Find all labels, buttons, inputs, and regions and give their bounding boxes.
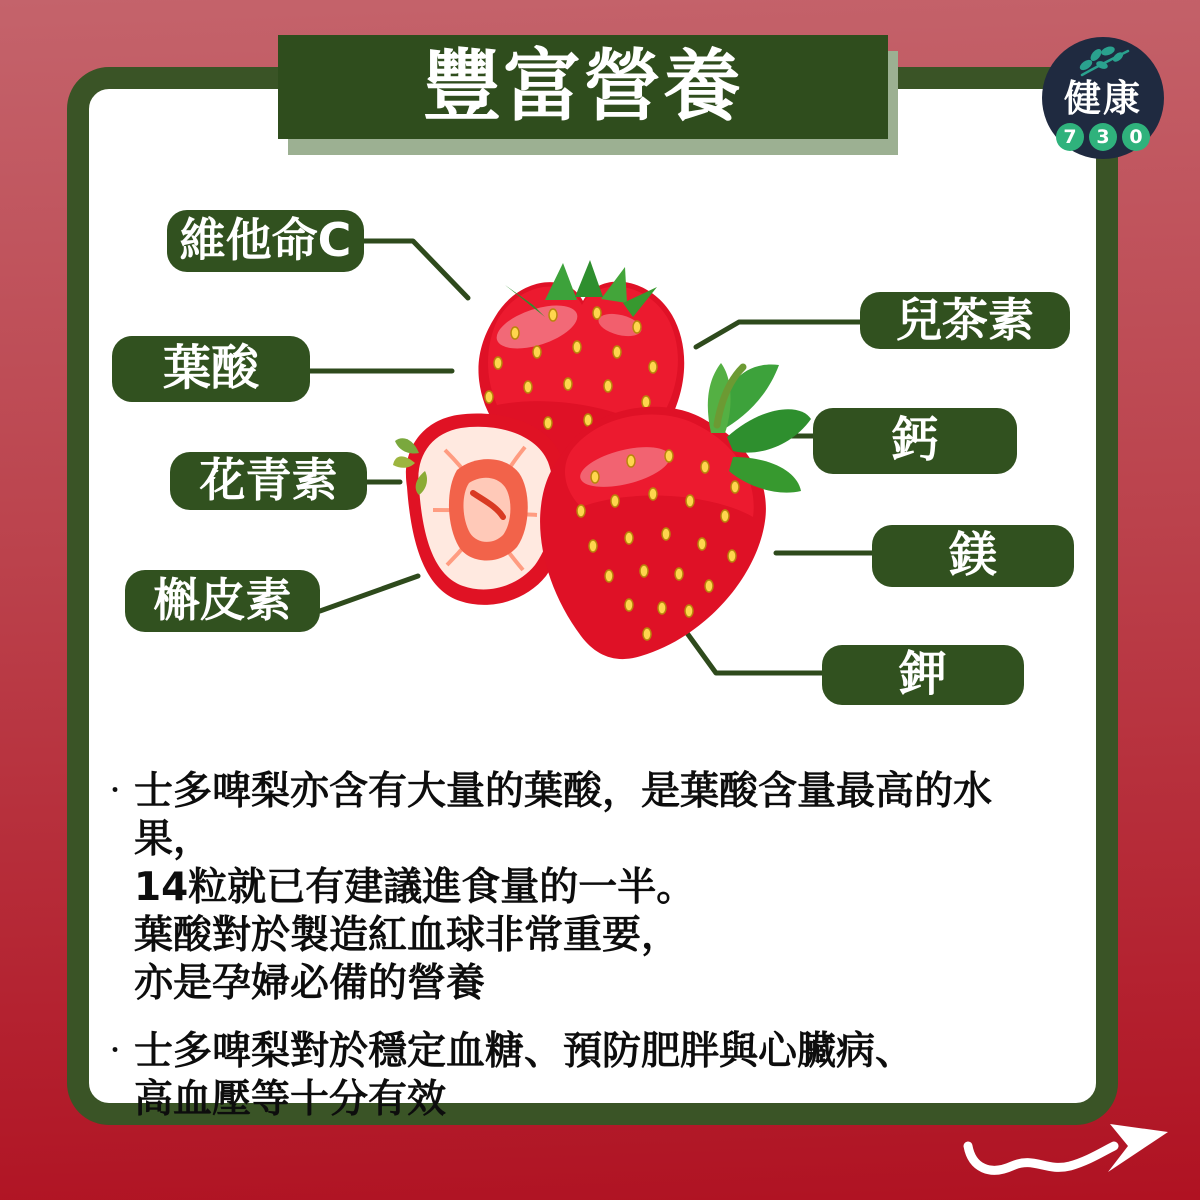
- label-potassium: 鉀: [822, 645, 1024, 705]
- page-title: 豐富營養: [422, 42, 743, 132]
- label-calcium: 鈣: [813, 408, 1017, 474]
- label-quercetin: 槲皮素: [125, 570, 320, 632]
- logo-digit-0: 0: [1122, 123, 1150, 151]
- leaf-icon: [1074, 43, 1136, 85]
- logo-text: 健康: [1064, 77, 1142, 120]
- bullet-line: 14粒就已有建議進食量的一半。: [134, 865, 696, 910]
- logo-digit-3: 3: [1089, 123, 1117, 151]
- bullet-line: 士多啤梨亦含有大量的葉酸，是葉酸含量最高的水果，: [134, 769, 993, 862]
- bullet-folate-info: [104, 768, 1064, 1008]
- bullet-marker: ・: [104, 779, 127, 804]
- body-text: [104, 768, 1064, 1144]
- bullet-health-info: [104, 1028, 1064, 1124]
- label-anthocyanin: 花青素: [170, 452, 367, 510]
- label-vitamin-c: 維他命C: [167, 210, 364, 272]
- bullet-line: 亦是孕婦必備的營養: [134, 961, 486, 1006]
- logo-digits: [1056, 123, 1150, 151]
- title-banner: [278, 35, 888, 139]
- label-magnesium: 鎂: [872, 525, 1074, 587]
- health730-logo: [1042, 37, 1164, 159]
- logo-digit-7: 7: [1056, 123, 1084, 151]
- label-catechin: 兒茶素: [860, 292, 1070, 349]
- label-folate: 葉酸: [112, 336, 310, 402]
- bullet-line: 高血壓等十分有效: [134, 1077, 447, 1122]
- bullet-line: 士多啤梨對於穩定血糖、預防肥胖與心臟病、: [134, 1029, 915, 1074]
- bullet-marker: ・: [104, 1039, 127, 1064]
- bullet-line: 葉酸對於製造紅血球非常重要，: [134, 913, 681, 958]
